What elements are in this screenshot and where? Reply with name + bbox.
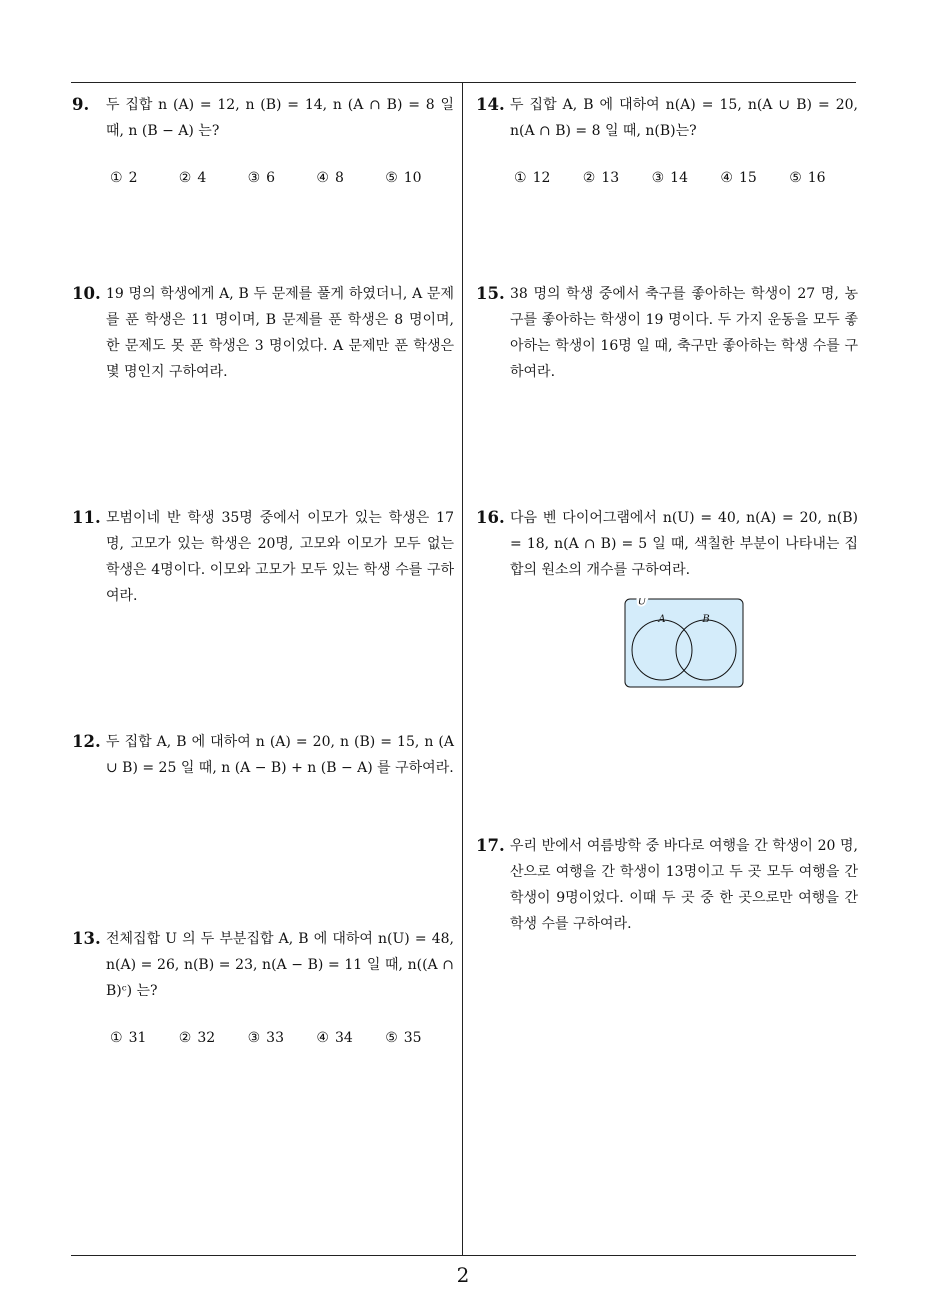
set-a-label: A: [658, 614, 666, 625]
choice-3[interactable]: ③ 14: [651, 170, 688, 186]
choice-4[interactable]: ④ 15: [720, 170, 757, 186]
problem-17: [476, 833, 858, 937]
answer-choices: [110, 1028, 454, 1048]
choice-4[interactable]: ④ 8: [316, 170, 344, 186]
column-divider: [462, 82, 463, 1256]
answer-choices: [110, 168, 454, 188]
set-b-label: B: [702, 614, 710, 625]
problem-number: 9.: [72, 95, 90, 114]
problem-text: 모범이네 반 학생 35명 중에서 이모가 있는 학생은 17 명, 고모가 있는 학생은 20명, 고모와 이모가 모두 없는 학생은 4명이다. 이모와 고모가 모두 있는 학생 수를 구하여라.: [106, 510, 454, 604]
universe-label: U: [637, 598, 647, 608]
choice-5[interactable]: ⑤ 16: [789, 170, 826, 186]
top-rule: [71, 82, 856, 83]
problem-text: 19 명의 학생에게 A, B 두 문제를 풀게 하였더니, A 문제를 푼 학생은 11 명이며, B 문제를 푼 학생은 8 명이며, 한 문제도 못 푼 학생은 3 명이었다. A 문제만 푼 학생은 몇 명인지 구하여라.: [106, 286, 454, 380]
universe-rectangle: [625, 599, 743, 687]
choice-3[interactable]: ③ 6: [247, 170, 276, 186]
problem-number: 16.: [476, 508, 505, 527]
problem-12: [72, 729, 454, 781]
problem-number: 11.: [72, 508, 101, 527]
problem-text: 전체집합 U 의 두 부분집합 A, B 에 대하여 n(U) = 48, n(A) = 26, n(B) = 23, n(A − B) = 11 일 때, n((A ∩ B)ᶜ) 는?: [106, 931, 454, 999]
choice-2[interactable]: ② 4: [178, 170, 207, 186]
choice-5[interactable]: ⑤ 35: [385, 1030, 422, 1046]
problem-number: 10.: [72, 284, 101, 303]
choice-1[interactable]: ① 12: [514, 170, 551, 186]
choice-2[interactable]: ② 13: [582, 170, 620, 186]
problem-9: [72, 92, 454, 188]
problem-16: [476, 505, 858, 583]
problem-text: 우리 반에서 여름방학 중 바다로 여행을 간 학생이 20 명, 산으로 여행을 간 학생이 13명이고 두 곳 모두 여행을 간 학생이 9명이었다. 이때 두 곳 중 한 곳으로만 여행을 간 학생 수를 구하여라.: [510, 838, 858, 932]
problem-15: [476, 281, 858, 385]
problem-14: [476, 92, 858, 188]
problem-number: 13.: [72, 929, 101, 948]
problem-number: 15.: [476, 284, 505, 303]
choice-4[interactable]: ④ 34: [316, 1030, 353, 1046]
problem-text: 38 명의 학생 중에서 축구를 좋아하는 학생이 27 명, 농구를 좋아하는 학생이 19 명이다. 두 가지 운동을 모두 좋아하는 학생이 16명 일 때, 축구만 좋아하는 학생 수를 구하여라.: [510, 286, 858, 380]
problem-10: [72, 281, 454, 385]
problem-11: [72, 505, 454, 609]
bottom-rule: [71, 1255, 856, 1256]
problem-text: 다음 벤 다이어그램에서 n(U) = 40, n(A) = 20, n(B) = 18, n(A ∩ B) = 5 일 때, 색칠한 부분이 나타내는 집합의 원소의 개수를 구하여라.: [510, 510, 858, 578]
problem-text: 두 집합 A, B 에 대하여 n (A) = 20, n (B) = 15, n (A ∪ B) = 25 일 때, n (A − B) + n (B − A) 를 구하여라.: [106, 734, 454, 776]
page-number: 2: [456, 1263, 470, 1287]
problem-text: 두 집합 A, B 에 대하여 n(A) = 15, n(A ∪ B) = 20, n(A ∩ B) = 8 일 때, n(B)는?: [510, 97, 858, 139]
choice-1[interactable]: ① 2: [110, 170, 138, 186]
problem-number: 12.: [72, 732, 101, 751]
problem-number: 17.: [476, 836, 505, 855]
answer-choices: [514, 168, 858, 188]
choice-3[interactable]: ③ 33: [247, 1030, 284, 1046]
problem-number: 14.: [476, 95, 505, 114]
venn-diagram: [624, 598, 744, 688]
choice-2[interactable]: ② 32: [178, 1030, 216, 1046]
choice-1[interactable]: ① 31: [110, 1030, 147, 1046]
problem-text: 두 집합 n (A) = 12, n (B) = 14, n (A ∩ B) = 8 일 때, n (B − A) 는?: [106, 97, 454, 139]
choice-5[interactable]: ⑤ 10: [385, 170, 422, 186]
problem-13: [72, 926, 454, 1048]
